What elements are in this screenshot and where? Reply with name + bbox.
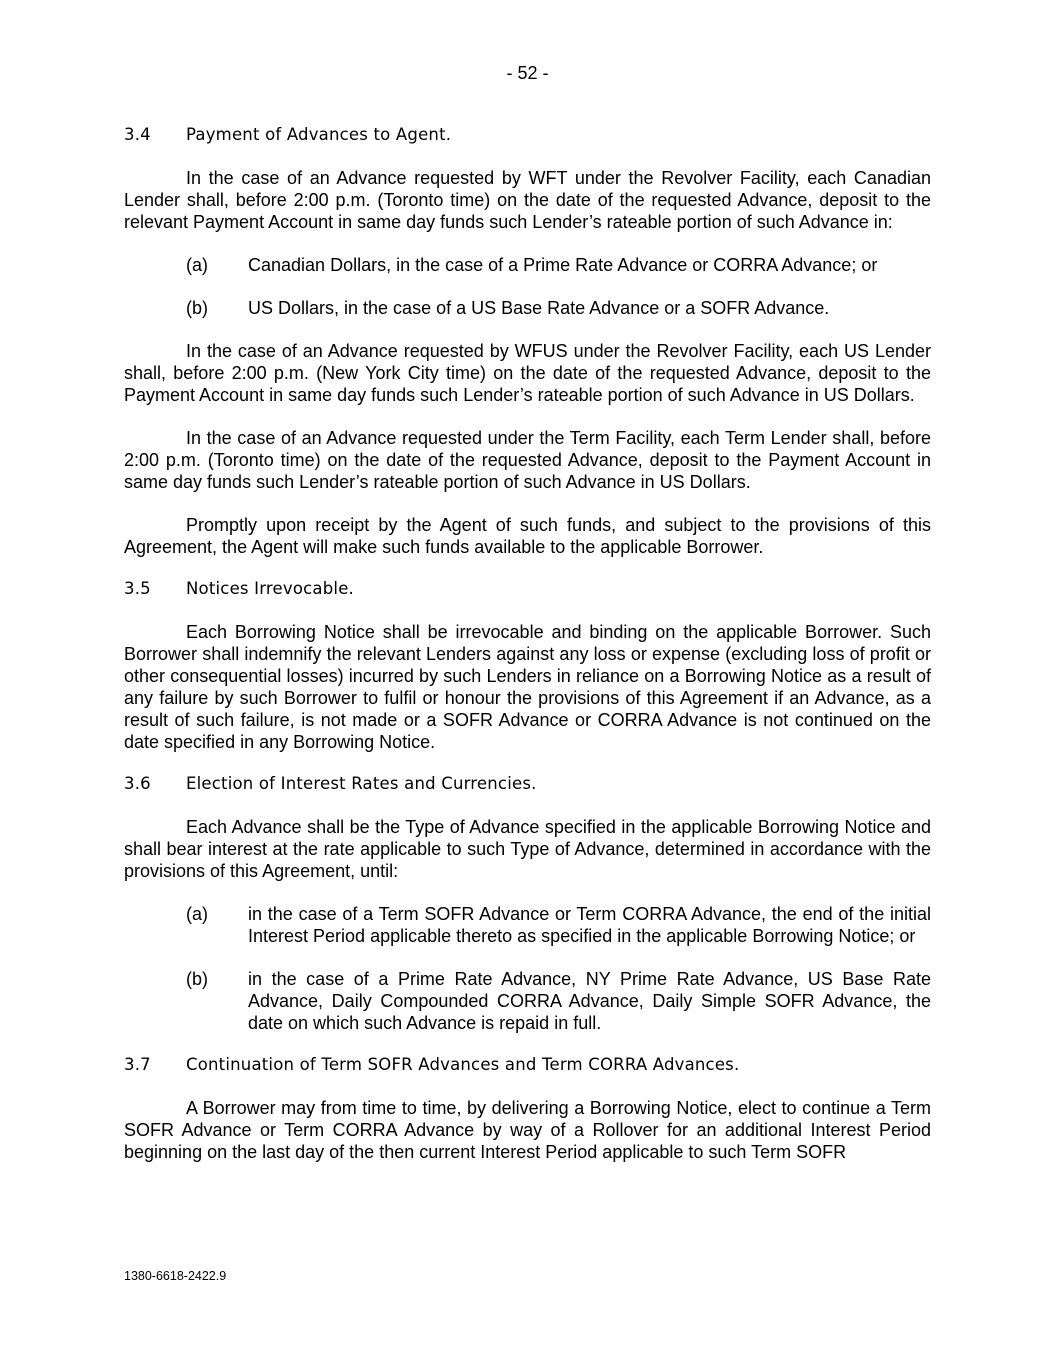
section-title: Notices Irrevocable. xyxy=(186,579,354,598)
list-item-text: in the case of a Term SOFR Advance or Term CORRA Advance, the end of the initial Interest Period applicable thereto as specified in the applicable Borrowing Notice; or xyxy=(248,904,931,946)
paragraph: Each Borrowing Notice shall be irrevocable and binding on the applicable Borrower. Such Borrower shall indemnify the relevant Lenders against any loss or expense (excluding loss of profit or other consequential losses) incurred by such Lenders in reliance on a Borrowing Notice as a result of any failure by such Borrower to fulfil or honour the provisions of this Agreement if an Advance, as a result of such failure, is not made or a SOFR Advance or CORRA Advance is not continued on the date specified in any Borrowing Notice. xyxy=(124,622,931,752)
section-number: 3.5 xyxy=(124,579,151,598)
section-number: 3.4 xyxy=(124,125,151,144)
list-item xyxy=(186,968,931,1034)
paragraph: A Borrower may from time to time, by delivering a Borrowing Notice, elect to continue a Term SOFR Advance or Term CORRA Advance by way of a Rollover for an additional Interest Period beginning on the last day of the then current Interest Period applicable to such Term SOFR xyxy=(124,1098,931,1162)
section-number: 3.7 xyxy=(124,1055,151,1074)
list-item-label: (a) xyxy=(186,255,208,275)
list-item xyxy=(186,297,931,319)
section-title: Payment of Advances to Agent. xyxy=(186,125,452,144)
list-item-text: Canadian Dollars, in the case of a Prime Rate Advance or CORRA Advance; or xyxy=(248,255,878,275)
paragraph: In the case of an Advance requested by WFT under the Revolver Facility, each Canadian Lender shall, before 2:00 p.m. (Toronto time) on the date of the requested Advance, deposit to the relevant Payment Account in same day funds such Lender’s rateable portion of such Advance in: xyxy=(124,168,931,232)
paragraph: Each Advance shall be the Type of Advance specified in the applicable Borrowing Notice and shall bear interest at the rate applicable to such Type of Advance, determined in accordance with the provisions of this Agreement, until: xyxy=(124,817,931,881)
list-item-text: in the case of a Prime Rate Advance, NY Prime Rate Advance, US Base Rate Advance, Daily Compounded CORRA Advance, Daily Simple SOFR Advance, the date on which such Advance is repaid in full. xyxy=(248,969,931,1033)
page-body xyxy=(124,124,931,1163)
paragraph: In the case of an Advance requested by WFUS under the Revolver Facility, each US Lender shall, before 2:00 p.m. (New York City time) on the date of the requested Advance, deposit to the Payment Account in same day funds such Lender’s rateable portion of such Advance in US Dollars. xyxy=(124,341,931,405)
list-item-label: (a) xyxy=(186,904,208,924)
section-heading-3-4 xyxy=(124,124,931,146)
section-number: 3.6 xyxy=(124,774,151,793)
section-title: Continuation of Term SOFR Advances and Term CORRA Advances. xyxy=(186,1055,740,1074)
section-heading-3-5 xyxy=(124,578,931,600)
document-footer-code: 1380-6618-2422.9 xyxy=(124,1269,227,1283)
list-item xyxy=(186,254,931,276)
paragraph: Promptly upon receipt by the Agent of such funds, and subject to the provisions of this Agreement, the Agent will make such funds available to the applicable Borrower. xyxy=(124,515,931,557)
list-item-label: (b) xyxy=(186,298,208,318)
list-item-text: US Dollars, in the case of a US Base Rate Advance or a SOFR Advance. xyxy=(248,298,830,318)
page-number: - 52 - xyxy=(506,63,549,83)
list-item-label: (b) xyxy=(186,969,208,989)
list-item xyxy=(186,903,931,947)
section-heading-3-6 xyxy=(124,773,931,795)
section-title: Election of Interest Rates and Currencies. xyxy=(186,774,537,793)
section-heading-3-7 xyxy=(124,1054,931,1076)
paragraph: In the case of an Advance requested under the Term Facility, each Term Lender shall, before 2:00 p.m. (Toronto time) on the date of the requested Advance, deposit to the Payment Account in same day funds such Lender’s rateable portion of such Advance in US Dollars. xyxy=(124,428,931,492)
